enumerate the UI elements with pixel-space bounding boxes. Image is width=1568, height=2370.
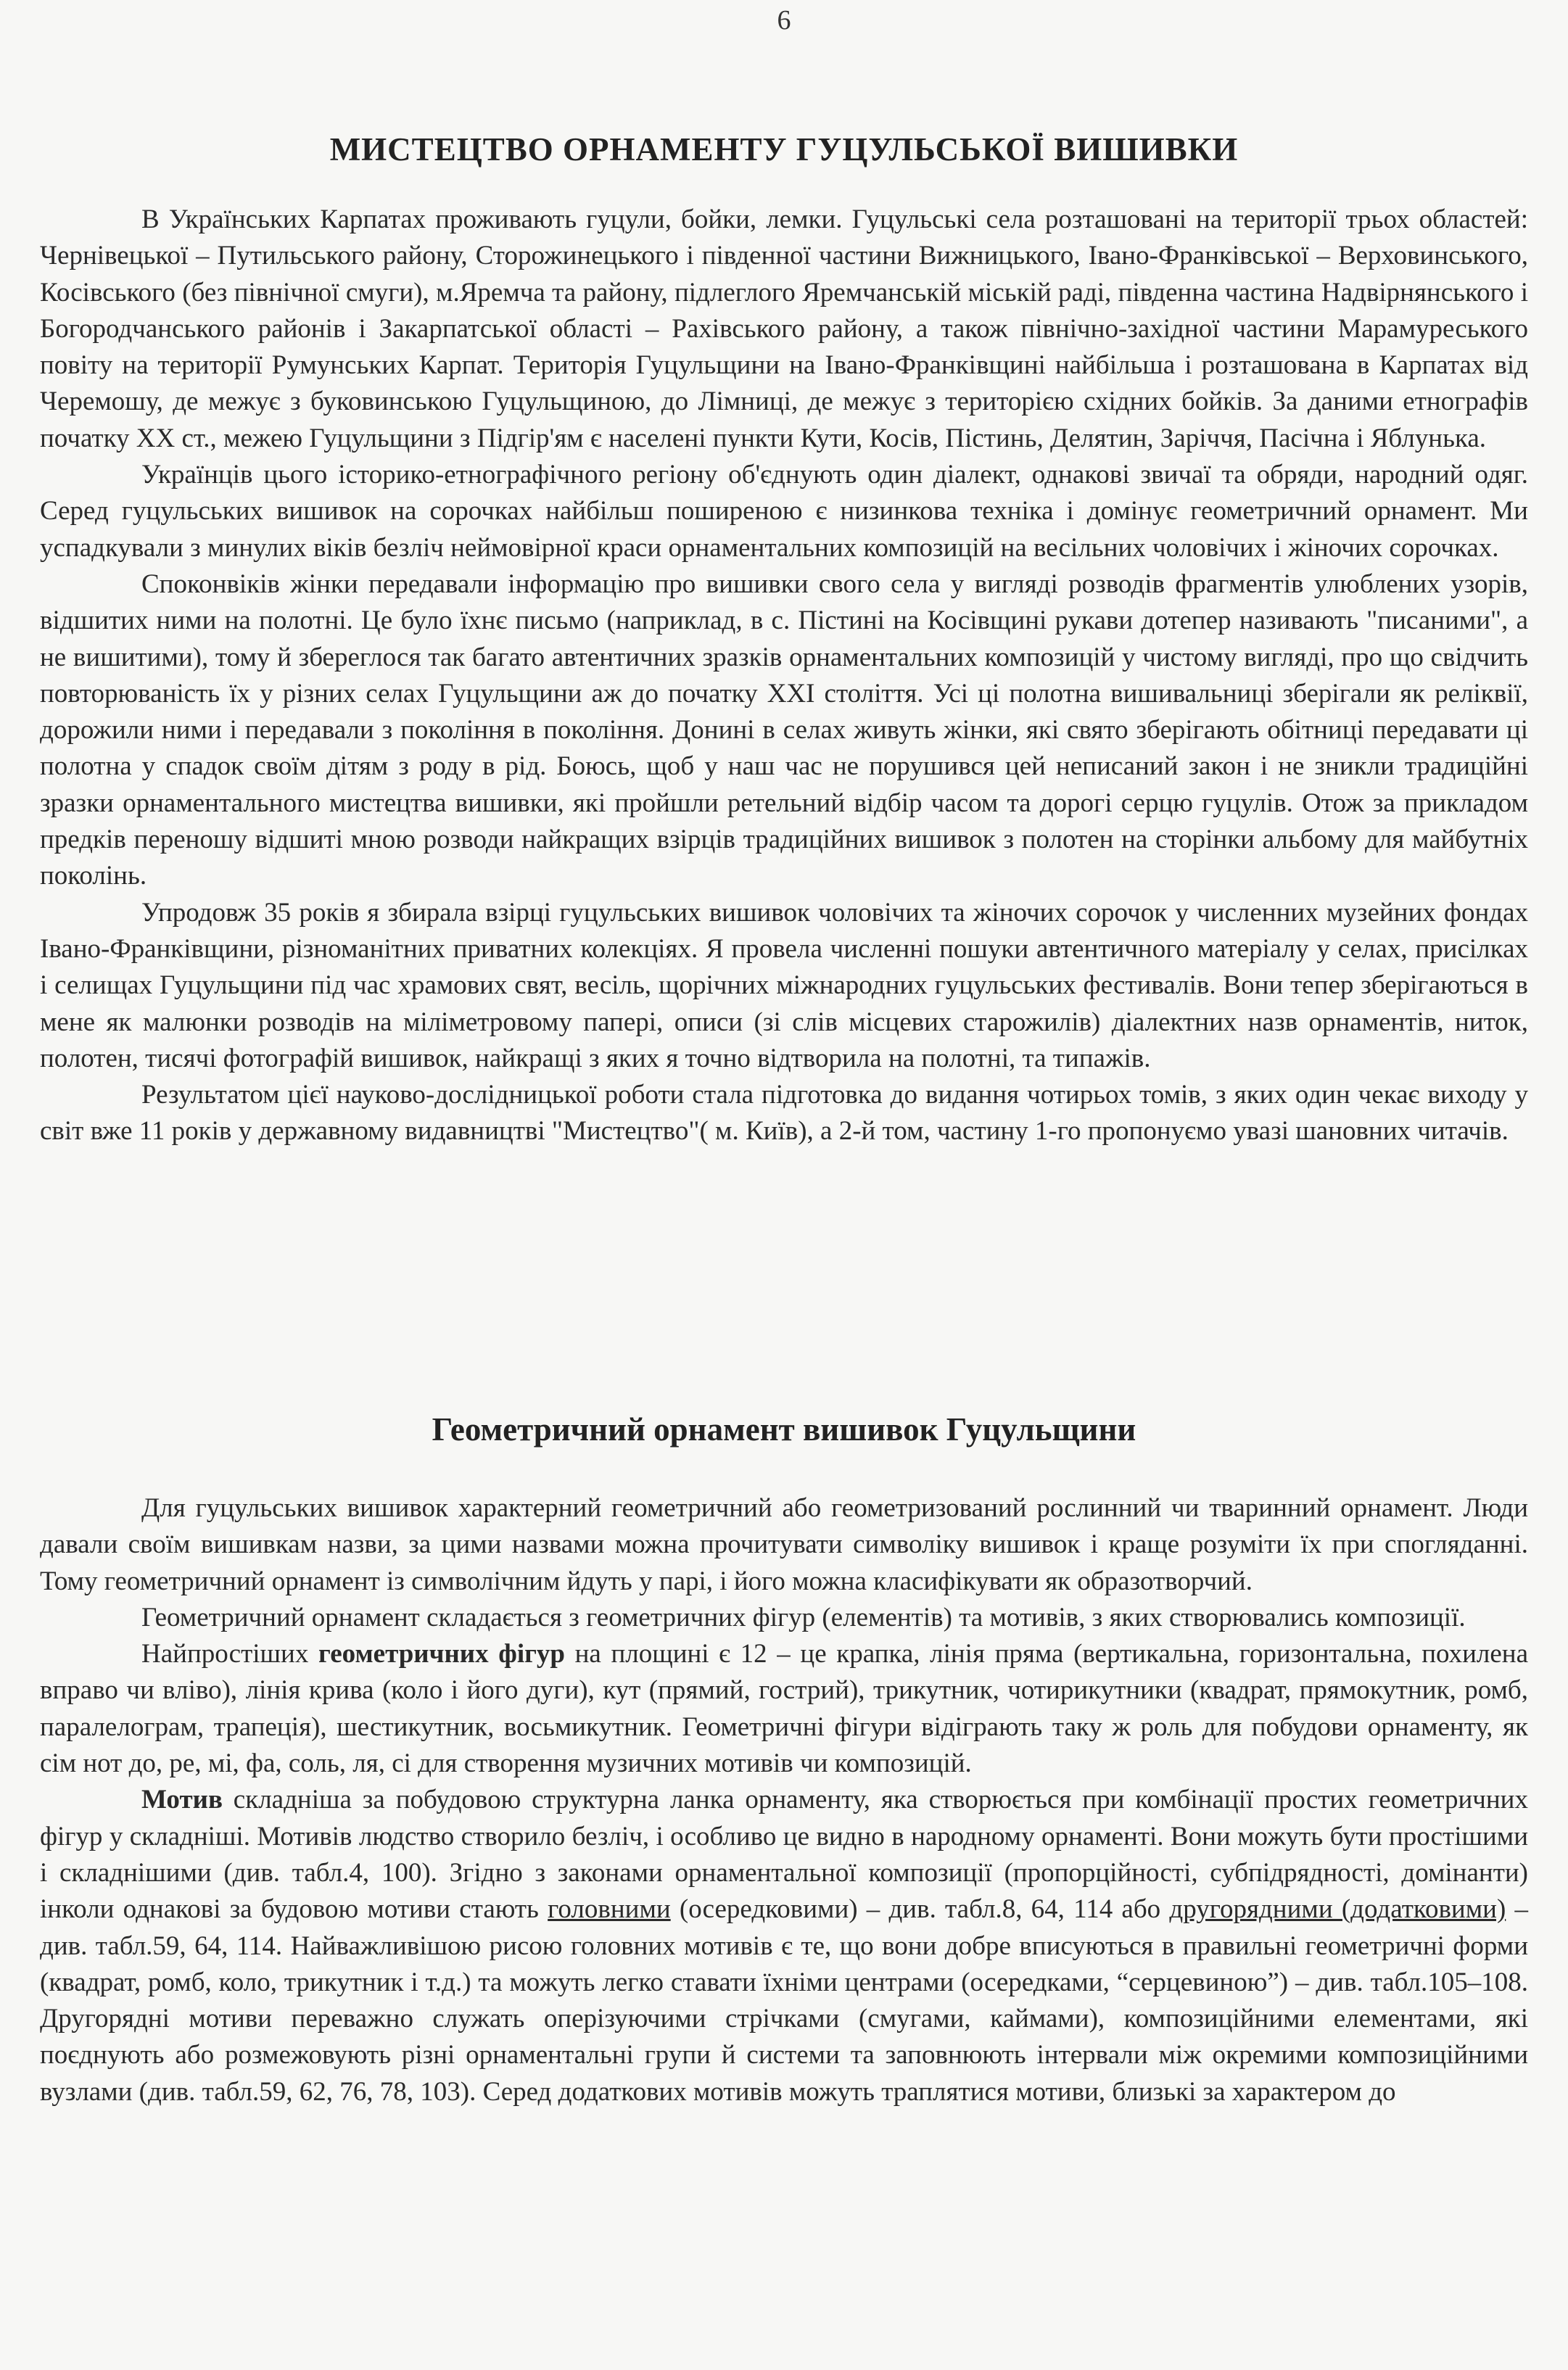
paragraph: В Українських Карпатах проживають гуцули, бойки, лемки. Гуцульські села розташовані на території трьох областей: Чернівецької – Путильського району, Сторожинецького і південної частини Вижницького, Івано-Франківської – Верховинського, Косівського (без північної смуги), м.Яремча та району, підлеглого Яремчанській міській раді, південна частина Надвірнянського і Богородчанського районів і Закарпатської області – Рахівського району, а також північно-західної частини Марамуреського повіту на території Румунських Карпат. Територія Гуцульщини на Івано-Франківщині найбільша і розташована в Карпатах від Черемошу, де межує з буковинською Гуцульщиною, до Лімниці, де межує з територією східних бойків. За даними етнографів початку XX ст., межею Гуцульщини з Підгір'ям є населені пункти Кути, Косів, Пістинь, Делятин, Заріччя, Пасічна і Яблунька. [40,205,1528,453]
paragraph: Для гуцульських вишивок характерний геометричний або геометризований рослинний чи тваринний орнамент. Люди давали своїм вишивкам назви, за цими назвами можна прочитувати символіку вишивок і краще розуміти їх при спогляданні. Тому геометричний орнамент із символічним йдуть у парі, і його можна класифікувати як образотворчий. [40,1493,1528,1596]
main-title: МИСТЕЦТВО ОРНАМЕНТУ ГУЦУЛЬСЬКОЇ ВИШИВКИ [329,131,1239,168]
text-run: складніша за побудовою структурна ланка орнаменту, яка створюється при комбінації простих геометричних фігур у складніші. Мотивів людство створило безліч, і особливо це видно в народному орнаменті. Вони можуть бути простішими і складнішими (див. табл.4, 100). Згідно з законами орнаментальної композиції (пропорційності, субпідрядності, домінанти) інколи однакові за будовою мотиви стають [40,1785,1528,1925]
section-title: Геометричний орнамент вишивок Гуцульщини [432,1411,1136,1448]
paragraph: Споконвіків жінки передавали інформацію про вишивки свого села у вигляді розводів фрагментів улюблених узорів, відшитих ними на полотні. Це було їхнє письмо (наприклад, в с. Пістині на Косівщині рукави дотепер називають "писаними", а не вишитими), тому й збереглося так багато автентичних зразків орнаментальних композицій у чистому вигляді, про що свідчить повторюваність їх у різних селах Гуцульщини аж до початку XXI століття. Усі ці полотна вишивальниці зберігали як реліквії, дорожили ними і передавали з покоління в покоління. Донині в селах живуть жінки, які свято зберігають обітниці передавати ці полотна у спадок своїм дітям з роду в рід. Боюсь, щоб у наш час не порушився цей неписаний закон і не зникли традиційні зразки орнаментального мистецтва вишивки, які пройшли ретельний відбір часом та дорогі серцю гуцулів. Отож за прикладом предків переношу відшиті мною розводи найкращих взірців традиційних вишивок з полотен на сторінки альбому для майбутніх поколінь. [40,569,1528,891]
section-text [40,1490,1528,2110]
bold-term: геометричних фігур [318,1639,565,1669]
paragraph [40,1636,1528,1782]
text-run: на площині є 12 – це крапка, лінія пряма (вертикальна, горизонтальна, похилена вправо чи вліво), лінія крива (коло і його дуги), кут (прямий, гострий), трикутник, чотирикутники (квадрат, прямокутник, ромб, паралелограм, трапеція), шестикутник, восьмикутник. Геометричні фігури відіграють таку ж роль для побудови орнаменту, як сім нот до, ре, мі, фа, соль, ля, сі для створення музичних мотивів чи композицій. [40,1639,1528,1779]
paragraph: Результатом цієї науково-дослідницької роботи стала підготовка до видання чотирьох томів, з яких один чекає виходу у світ вже 11 років у державному видавництві "Мистецтво"( м. Київ), а 2-й том, частину 1-го пропонуємо увазі шановних читачів. [40,1080,1528,1147]
text-run: Найпростіших [141,1639,318,1669]
underlined-term: головними [548,1894,671,1925]
text-run: – див. табл.59, 64, 114. Найважливішою рисою головних мотивів є те, що вони добре вписуються в правильні геометричні форми (квадрат, ромб, коло, трикутник і т.д.) та можуть легко ставати їхніми центрами (осередками, “серцевиною”) – див. табл.105–108. Другорядні мотиви переважно служать оперізуючими стрічками (смугами, каймами), композиційними елементами, які поєднують або розмежовують різні орнаментальні групи й системи та заповнюють інтервали між окремими композиційними вузлами (див. табл.59, 62, 76, 78, 103). Серед додаткових мотивів можуть траплятися мотиви, близькі за характером до [40,1894,1528,2107]
text-run: (осередковими) – див. табл.8, 64, 114 або [670,1894,1170,1925]
paragraph: Упродовж 35 років я збирала взірці гуцульських вишивок чоловічих та жіночих сорочок у численних музейних фондах Івано-Франківщини, різноманітних приватних колекціях. Я провела численні пошуки автентичного матеріалу у селах, присілках і селищах Гуцульщини під час храмових свят, весіль, щорічних міжнародних гуцульських фестивалів. Вони тепер зберігаються в мене як малюнки розводів на міліметровому папері, описи (зі слів місцевих старожилів) діалектних назв орнаментів, ниток, полотен, тисячі фотографій вишивок, найкращі з яких я точно відтворила на полотні, та типажів. [40,897,1528,1073]
page-number: 6 [777,5,791,36]
paragraph [40,1782,1528,2110]
intro-text [40,202,1528,1150]
bold-term: Мотив [141,1785,223,1815]
paragraph: Геометричний орнамент складається з геометричних фігур (елементів) та мотивів, з яких створювались композиції. [141,1602,1466,1632]
underlined-term: другорядними (додатковими) [1169,1894,1506,1925]
paragraph: Українців цього історико-етнографічного регіону об'єднують один діалект, однакові звичаї та обряди, народний одяг. Серед гуцульських вишивок на сорочках найбільш поширеною є низинкова техніка і домінує геометричний орнамент. Ми успадкували з минулих віків безліч неймовірної краси орнаментальних композицій на весільних чоловічих і жіночих сорочках. [40,460,1528,563]
